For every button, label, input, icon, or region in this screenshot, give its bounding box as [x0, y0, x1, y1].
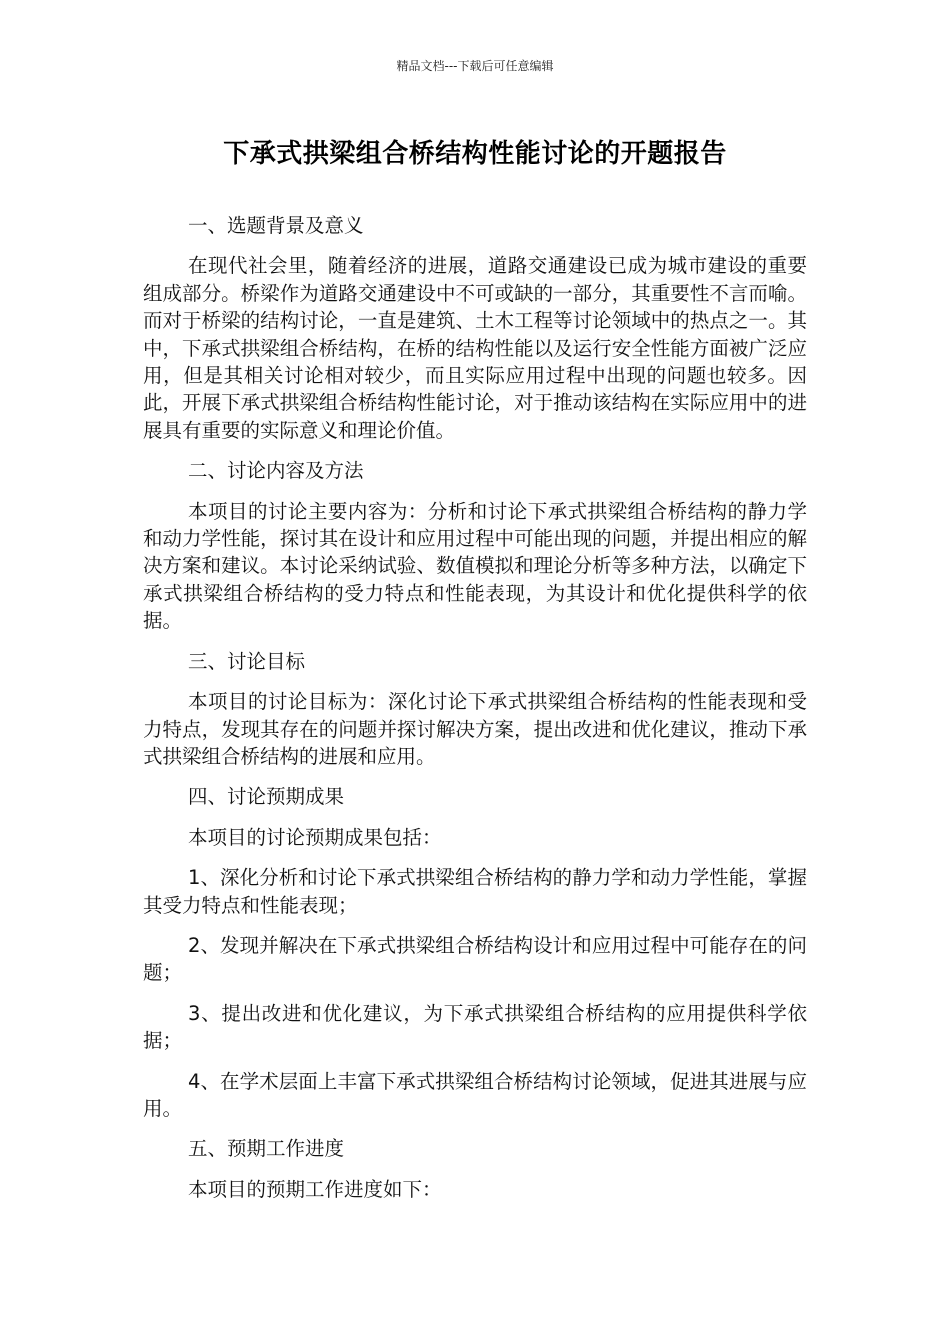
body-paragraph: 本项目的讨论目标为：深化讨论下承式拱梁组合桥结构的性能表现和受力特点，发现其存在的问题并探讨解决方案，提出改进和优化建议，推动下承式拱梁组合桥结构的进展和应用。: [143, 690, 807, 768]
header-note: 精品文档---下载后可任意编辑: [396, 59, 554, 73]
body-paragraph: 本项目的讨论主要内容为：分析和讨论下承式拱梁组合桥结构的静力学和动力学性能，探讨其在设计和应用过程中可能出现的问题，并提出相应的解决方案和建议。本讨论采纳试验、数值模拟和理论分析等多种方法，以确定下承式拱梁组合桥结构的受力特点和性能表现，为其设计和优化提供科学的依据。: [143, 499, 807, 633]
list-item: 4、在学术层面上丰富下承式拱梁组合桥结构讨论领域，促进其进展与应用。: [143, 1069, 807, 1120]
list-item: 1、深化分析和讨论下承式拱梁组合桥结构的静力学和动力学性能，掌握其受力特点和性能表现；: [143, 866, 807, 917]
body-paragraph: 在现代社会里，随着经济的进展，道路交通建设已成为城市建设的重要组成部分。桥梁作为道路交通建设中不可或缺的一部分，其重要性不言而喻。而对于桥梁的结构讨论，一直是建筑、土木工程等讨论领域中的热点之一。其中，下承式拱梁组合桥结构，在桥的结构性能以及运行安全性能方面被广泛应用，但是其相关讨论相对较少，而且实际应用过程中出现的问题也较多。因此，开展下承式拱梁组合桥结构性能讨论，对于推动该结构在实际应用中的进展具有重要的实际意义和理论价值。: [143, 254, 807, 442]
document-title: 下承式拱梁组合桥结构性能讨论的开题报告: [223, 139, 727, 169]
document-body: [143, 212, 807, 1203]
section-heading: 三、讨论目标: [188, 649, 306, 673]
section-heading: 二、讨论内容及方法: [188, 459, 364, 483]
section-heading: 四、讨论预期成果: [188, 785, 345, 809]
section-heading: 一、选题背景及意义: [188, 214, 364, 237]
list-item: 3、提出改进和优化建议，为下承式拱梁组合桥结构的应用提供科学依据；: [143, 1001, 807, 1053]
section-heading: 五、预期工作进度: [188, 1137, 345, 1161]
body-paragraph: 本项目的讨论预期成果包括：: [188, 825, 442, 849]
list-item: 2、发现并解决在下承式拱梁组合桥结构设计和应用过程中可能存在的问题；: [143, 933, 807, 985]
body-paragraph: 本项目的预期工作进度如下：: [188, 1177, 442, 1201]
